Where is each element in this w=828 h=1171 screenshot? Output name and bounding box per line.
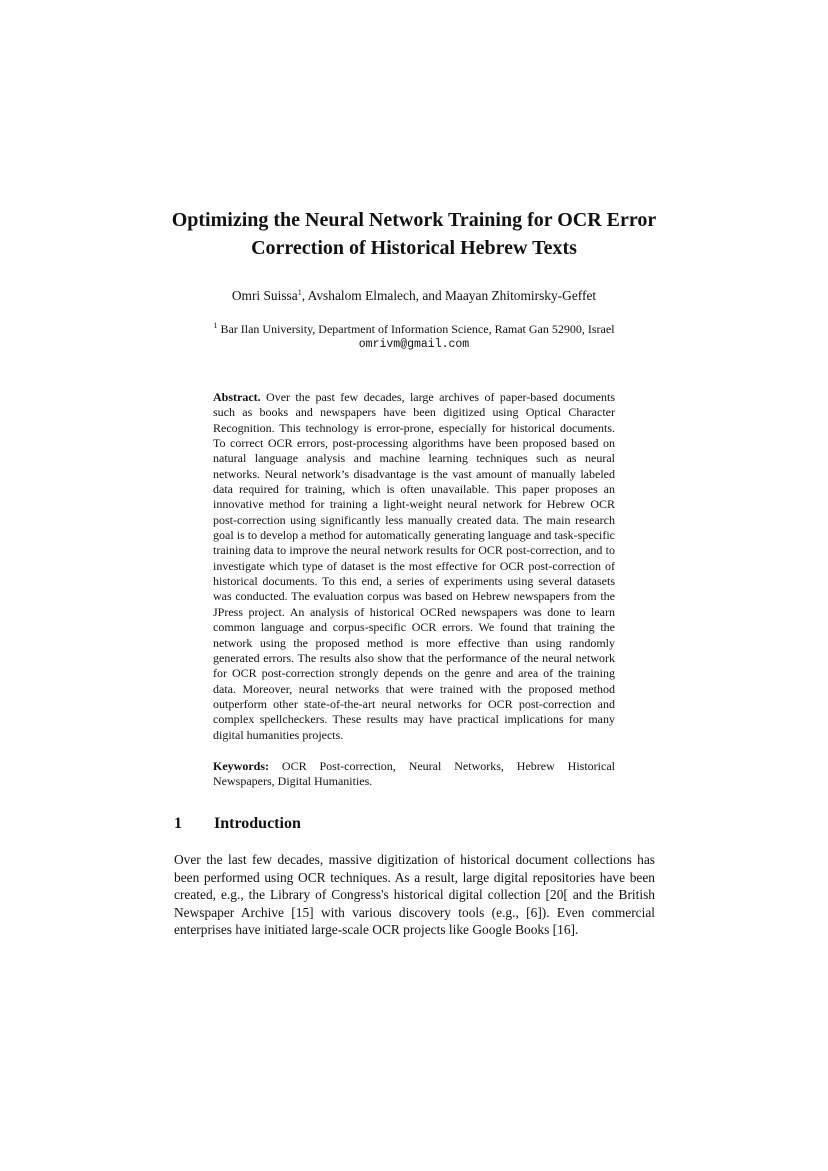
author-first: Omri Suissa [231, 288, 298, 303]
keywords-text: OCR Post-correction, Neural Networks, Hebrew Historical Newspapers, Digital Humanities. [213, 759, 615, 789]
affiliation-mark: 1 [213, 321, 218, 330]
abstract-text: Over the past few decades, large archives of paper-based documents such as books and newspapers have been digitized using Optical Character Recognition. This technology is error-prone, especially for historical documents. To correct OCR errors, post-processing algorithms have been proposed based on natural language analysis and machine learning techniques such as neural networks. Neural network’s disadvantage is the vast amount of manually labeled data required for training, which is often unavailable. This paper proposes an innovative method for training a light-weight neural network for Hebrew OCR post-correction using significantly less manually created data. The main research goal is to develop a method for automatically generating language and task-specific training data to improve the neural network results for OCR post-correction, and to investigate which type of dataset is the most effective for OCR post-correction of historical documents. To this end, a series of experiments using several datasets was conducted. The evaluation corpus was based on Hebrew newspapers from the JPress project. An analysis of historical OCRed newspapers was done to learn common language and corpus-specific OCR errors. We found that training the network using the proposed method is more effective than using randomly generated errors. The results also show that the performance of the neural network for OCR post-correction strongly depends on the genre and area of the training data. Moreover, neural networks that were trained with the proposed method outperform other state-of-the-art neural networks for OCR post-correction and complex spellcheckers. These results may have practical implications for many digital humanities projects. [213, 390, 615, 742]
author-rest: , Avshalom Elmalech, and Maayan Zhitomirsky-Geffet [301, 288, 597, 303]
section-number: 1 [174, 815, 182, 832]
affiliation [110, 318, 718, 353]
affiliation-text: Bar Ilan University, Department of Information Science, Ramat Gan 52900, Israel [217, 322, 615, 336]
paper-title-line-1: Optimizing the Neural Network Training for OCR Error [171, 209, 657, 231]
author-list [110, 288, 718, 304]
paper-title-line-2: Correction of Historical Hebrew Texts [251, 237, 577, 259]
abstract [213, 390, 615, 743]
section-title: Introduction [214, 815, 301, 832]
author-email[interactable]: omrivm@gmail.com [358, 338, 470, 351]
author-first-affil-mark: 1 [297, 288, 302, 297]
keywords [213, 759, 615, 790]
keywords-label: Keywords: [213, 759, 269, 773]
intro-paragraph: Over the last few decades, massive digitization of historical document collections has been performed using OCR techniques. As a result, large digital repositories have been created, e.g., the Library of Congress's historical digital collection [20[ and the British Newspaper Archive [15] with various discovery tools (e.g., [6]). Even commercial enterprises have initiated large-scale OCR projects like Google Books [16]. [174, 852, 655, 938]
abstract-label: Abstract. [213, 390, 261, 404]
section-heading [174, 815, 301, 833]
paper-title [150, 206, 678, 262]
